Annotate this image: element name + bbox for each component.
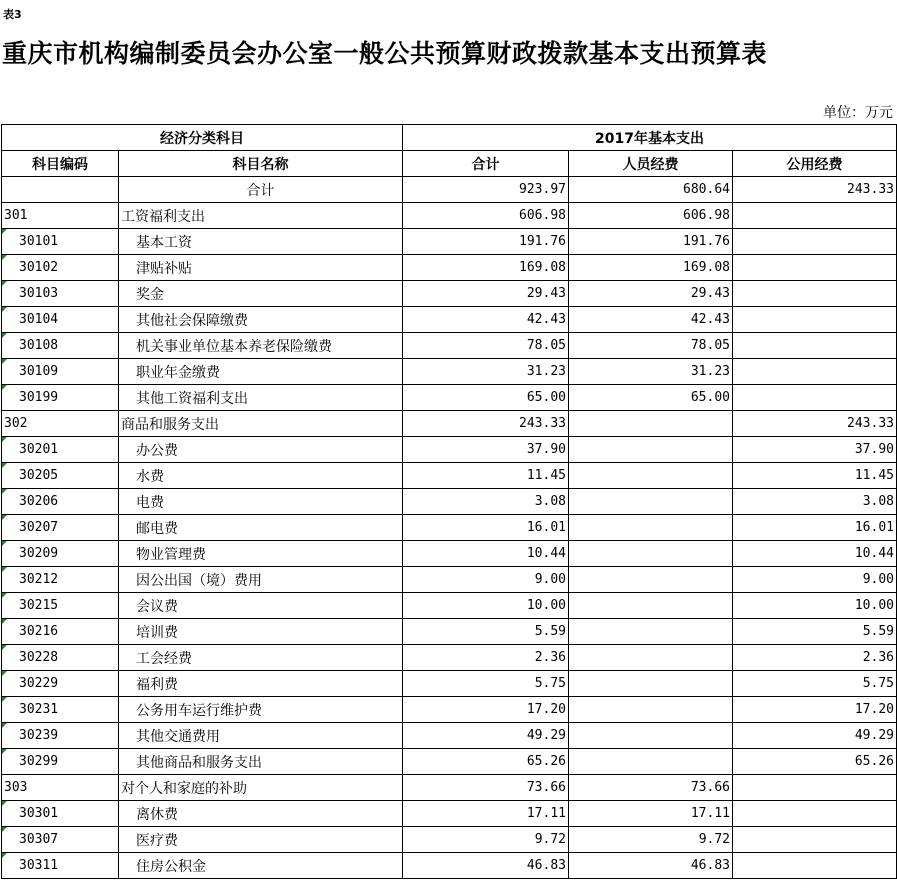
row-total: 11.45	[403, 463, 569, 489]
row-personnel	[569, 567, 733, 593]
row-personnel: 31.23	[569, 359, 733, 385]
row-total: 169.08	[403, 255, 569, 281]
row-personnel	[569, 619, 733, 645]
row-total: 3.08	[403, 489, 569, 515]
page-title: 重庆市机构编制委员会办公室一般公共预算财政拨款基本支出预算表	[2, 39, 768, 68]
row-code	[2, 775, 119, 801]
row-name: 工资福利支出	[119, 203, 403, 229]
unit-label: 单位：万元	[823, 105, 893, 121]
row-public: 37.90	[733, 437, 897, 463]
row-personnel	[569, 411, 733, 437]
row-total: 10.00	[403, 593, 569, 619]
table-row	[2, 463, 897, 489]
row-code	[2, 359, 119, 385]
row-name: 商品和服务支出	[119, 411, 403, 437]
row-total: 37.90	[403, 437, 569, 463]
row-name: 因公出国（境）费用	[119, 567, 403, 593]
row-public	[733, 229, 897, 255]
row-personnel	[569, 437, 733, 463]
cell-marker-icon	[2, 567, 7, 572]
row-code-text: 30311	[19, 858, 59, 873]
row-public: 65.26	[733, 749, 897, 775]
row-code-text: 30205	[19, 468, 59, 483]
cell-marker-icon	[2, 827, 7, 832]
total-row	[2, 177, 897, 203]
row-personnel	[569, 541, 733, 567]
row-total: 191.76	[403, 229, 569, 255]
row-total: 78.05	[403, 333, 569, 359]
table-number-label: 表3	[3, 8, 22, 21]
row-code	[2, 307, 119, 333]
table-row	[2, 801, 897, 827]
row-code-text: 30109	[19, 364, 59, 379]
row-total: 73.66	[403, 775, 569, 801]
row-name: 其他商品和服务支出	[119, 749, 403, 775]
row-total: 2.36	[403, 645, 569, 671]
row-personnel	[569, 645, 733, 671]
row-public	[733, 307, 897, 333]
row-name: 物业管理费	[119, 541, 403, 567]
row-name: 水费	[119, 463, 403, 489]
cell-marker-icon	[2, 671, 7, 676]
cell-marker-icon	[2, 385, 7, 390]
row-total: 16.01	[403, 515, 569, 541]
row-name: 电费	[119, 489, 403, 515]
row-name: 医疗费	[119, 827, 403, 853]
cell-marker-icon	[2, 723, 7, 728]
total-sum: 923.97	[403, 177, 569, 203]
row-personnel	[569, 671, 733, 697]
row-total: 9.72	[403, 827, 569, 853]
row-name: 福利费	[119, 671, 403, 697]
table-row	[2, 853, 897, 879]
table-row	[2, 229, 897, 255]
row-public	[733, 333, 897, 359]
row-code-text: 30239	[19, 728, 59, 743]
row-total: 5.75	[403, 671, 569, 697]
cell-marker-icon	[2, 463, 7, 468]
row-code-text: 30229	[19, 676, 59, 691]
row-personnel: 191.76	[569, 229, 733, 255]
row-public: 243.33	[733, 411, 897, 437]
row-name: 其他交通费用	[119, 723, 403, 749]
row-name: 其他工资福利支出	[119, 385, 403, 411]
row-code	[2, 333, 119, 359]
cell-marker-icon	[2, 437, 7, 442]
cell-marker-icon	[2, 229, 7, 234]
cell-marker-icon	[2, 541, 7, 546]
row-name: 会议费	[119, 593, 403, 619]
table-row	[2, 749, 897, 775]
header-economic-category: 经济分类科目	[2, 125, 403, 151]
row-personnel: 46.83	[569, 853, 733, 879]
row-code-text: 30215	[19, 598, 59, 613]
total-personnel: 680.64	[569, 177, 733, 203]
row-total: 65.26	[403, 749, 569, 775]
row-public: 10.44	[733, 541, 897, 567]
header-code: 科目编码	[2, 151, 119, 177]
row-personnel: 73.66	[569, 775, 733, 801]
row-personnel	[569, 489, 733, 515]
row-public: 17.20	[733, 697, 897, 723]
cell-marker-icon	[2, 697, 7, 702]
row-total: 10.44	[403, 541, 569, 567]
row-total: 17.20	[403, 697, 569, 723]
row-personnel	[569, 723, 733, 749]
table-row	[2, 515, 897, 541]
row-public: 5.59	[733, 619, 897, 645]
row-code-text: 302	[4, 416, 28, 431]
row-personnel	[569, 463, 733, 489]
row-name: 对个人和家庭的补助	[119, 775, 403, 801]
table-row	[2, 385, 897, 411]
cell-marker-icon	[2, 333, 7, 338]
total-public: 243.33	[733, 177, 897, 203]
row-code	[2, 619, 119, 645]
row-name: 津贴补贴	[119, 255, 403, 281]
row-public: 2.36	[733, 645, 897, 671]
row-personnel	[569, 749, 733, 775]
row-code-text: 30299	[19, 754, 59, 769]
row-code-text: 30108	[19, 338, 59, 353]
row-name: 奖金	[119, 281, 403, 307]
row-total: 46.83	[403, 853, 569, 879]
row-code	[2, 645, 119, 671]
header-public: 公用经费	[733, 151, 897, 177]
cell-marker-icon	[2, 359, 7, 364]
cell-marker-icon	[2, 515, 7, 520]
table-row	[2, 203, 897, 229]
table-row	[2, 359, 897, 385]
row-code	[2, 671, 119, 697]
row-code	[2, 723, 119, 749]
row-public	[733, 255, 897, 281]
row-name: 办公费	[119, 437, 403, 463]
budget-table	[1, 124, 897, 879]
row-name: 离休费	[119, 801, 403, 827]
cell-marker-icon	[2, 281, 7, 286]
table-row	[2, 411, 897, 437]
row-code	[2, 801, 119, 827]
row-total: 606.98	[403, 203, 569, 229]
row-public	[733, 359, 897, 385]
cell-marker-icon	[2, 619, 7, 624]
row-code	[2, 229, 119, 255]
row-code-text: 30301	[19, 806, 59, 821]
row-code	[2, 853, 119, 879]
row-code	[2, 749, 119, 775]
row-public	[733, 281, 897, 307]
table-row	[2, 827, 897, 853]
header-column-row	[2, 151, 897, 177]
row-code	[2, 203, 119, 229]
row-code-text: 30104	[19, 312, 59, 327]
row-code	[2, 411, 119, 437]
table-row	[2, 593, 897, 619]
row-total: 9.00	[403, 567, 569, 593]
table-row	[2, 333, 897, 359]
table-row	[2, 645, 897, 671]
table-row	[2, 775, 897, 801]
cell-marker-icon	[2, 801, 7, 806]
row-public: 3.08	[733, 489, 897, 515]
header-name: 科目名称	[119, 151, 403, 177]
row-public: 11.45	[733, 463, 897, 489]
row-personnel: 29.43	[569, 281, 733, 307]
row-name: 培训费	[119, 619, 403, 645]
cell-marker-icon	[2, 489, 7, 494]
row-code-text: 30103	[19, 286, 59, 301]
row-total: 49.29	[403, 723, 569, 749]
table-row	[2, 307, 897, 333]
row-total: 5.59	[403, 619, 569, 645]
row-personnel: 606.98	[569, 203, 733, 229]
row-code	[2, 281, 119, 307]
cell-marker-icon	[2, 749, 7, 754]
row-public	[733, 385, 897, 411]
row-personnel: 65.00	[569, 385, 733, 411]
row-name: 职业年金缴费	[119, 359, 403, 385]
table-row	[2, 489, 897, 515]
row-total: 29.43	[403, 281, 569, 307]
cell-marker-icon	[2, 645, 7, 650]
row-code	[2, 437, 119, 463]
row-code-text: 30216	[19, 624, 59, 639]
cell-marker-icon	[2, 853, 7, 858]
row-code	[2, 385, 119, 411]
row-personnel: 9.72	[569, 827, 733, 853]
row-public: 49.29	[733, 723, 897, 749]
header-group-row	[2, 125, 897, 151]
table-row	[2, 541, 897, 567]
row-code	[2, 463, 119, 489]
row-public	[733, 775, 897, 801]
row-public	[733, 203, 897, 229]
row-name: 公务用车运行维护费	[119, 697, 403, 723]
table-row	[2, 723, 897, 749]
header-total: 合计	[403, 151, 569, 177]
table-row	[2, 671, 897, 697]
row-personnel	[569, 515, 733, 541]
row-public	[733, 827, 897, 853]
row-public: 9.00	[733, 567, 897, 593]
row-name: 基本工资	[119, 229, 403, 255]
row-public	[733, 853, 897, 879]
total-code-cell	[2, 177, 119, 203]
row-public: 16.01	[733, 515, 897, 541]
row-personnel: 169.08	[569, 255, 733, 281]
row-personnel: 42.43	[569, 307, 733, 333]
row-public: 5.75	[733, 671, 897, 697]
row-public	[733, 801, 897, 827]
row-code-text: 30102	[19, 260, 59, 275]
row-code-text: 30201	[19, 442, 59, 457]
header-personnel: 人员经费	[569, 151, 733, 177]
row-total: 31.23	[403, 359, 569, 385]
row-personnel: 78.05	[569, 333, 733, 359]
row-code-text: 301	[4, 208, 28, 223]
table-row	[2, 697, 897, 723]
total-label: 合计	[119, 177, 403, 203]
header-basic-expenditure: 2017年基本支出	[403, 125, 897, 151]
row-code	[2, 515, 119, 541]
row-code-text: 30207	[19, 520, 59, 535]
row-code	[2, 567, 119, 593]
row-code-text: 303	[4, 780, 28, 795]
table-row	[2, 567, 897, 593]
row-name: 机关事业单位基本养老保险缴费	[119, 333, 403, 359]
row-code-text: 30212	[19, 572, 59, 587]
row-code	[2, 489, 119, 515]
row-public: 10.00	[733, 593, 897, 619]
table-row	[2, 255, 897, 281]
row-total: 17.11	[403, 801, 569, 827]
row-code-text: 30206	[19, 494, 59, 509]
row-code-text: 30199	[19, 390, 59, 405]
row-personnel	[569, 593, 733, 619]
row-name: 住房公积金	[119, 853, 403, 879]
cell-marker-icon	[2, 307, 7, 312]
row-code-text: 30231	[19, 702, 59, 717]
row-name: 工会经费	[119, 645, 403, 671]
row-code	[2, 827, 119, 853]
table-row	[2, 281, 897, 307]
row-code	[2, 255, 119, 281]
row-personnel	[569, 697, 733, 723]
row-code-text: 30101	[19, 234, 59, 249]
row-code	[2, 593, 119, 619]
row-personnel: 17.11	[569, 801, 733, 827]
table-row	[2, 619, 897, 645]
row-total: 42.43	[403, 307, 569, 333]
table-row	[2, 437, 897, 463]
cell-marker-icon	[2, 593, 7, 598]
row-code-text: 30307	[19, 832, 59, 847]
row-code-text: 30209	[19, 546, 59, 561]
row-code	[2, 541, 119, 567]
cell-marker-icon	[2, 255, 7, 260]
row-code	[2, 697, 119, 723]
row-total: 65.00	[403, 385, 569, 411]
row-name: 其他社会保障缴费	[119, 307, 403, 333]
row-name: 邮电费	[119, 515, 403, 541]
row-code-text: 30228	[19, 650, 59, 665]
row-total: 243.33	[403, 411, 569, 437]
